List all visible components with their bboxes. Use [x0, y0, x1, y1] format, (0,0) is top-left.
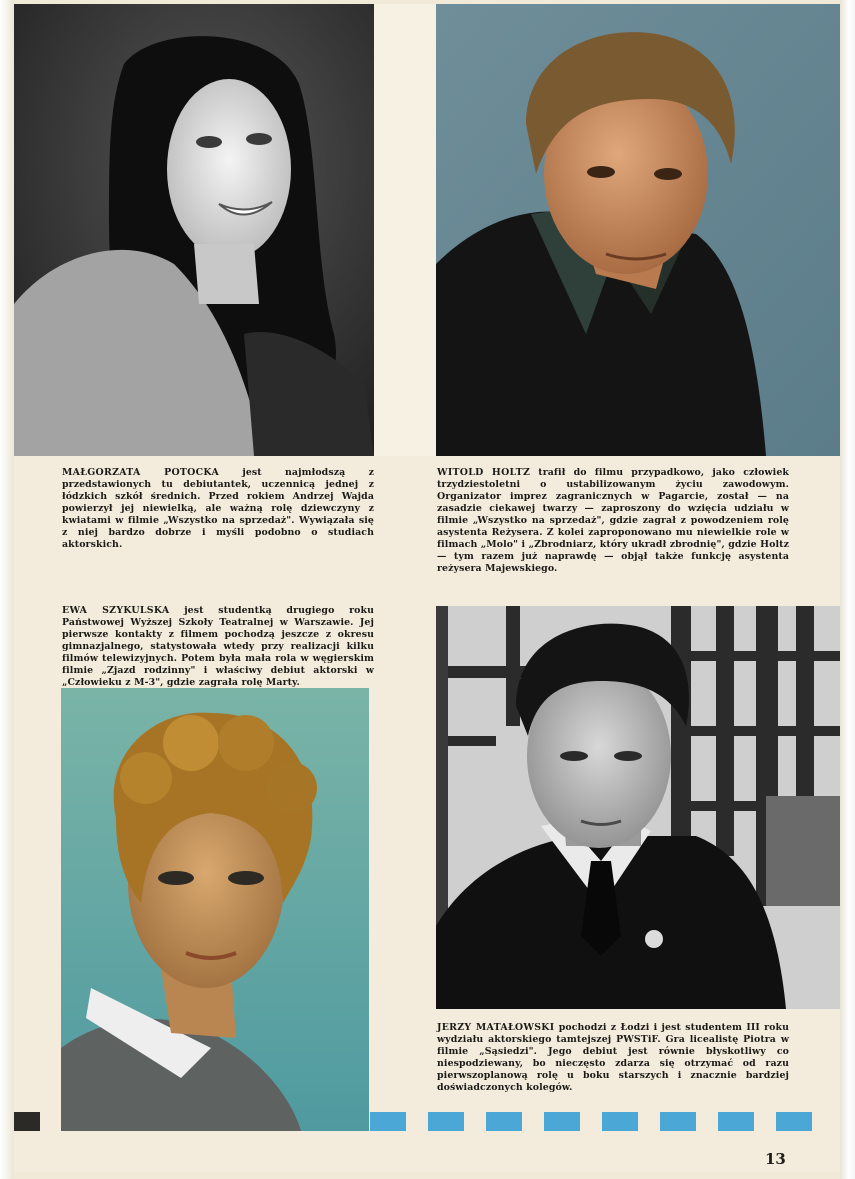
dash-mark [602, 1112, 638, 1131]
caption-matalowski-name: JERZY MATAŁOWSKI [437, 1022, 555, 1033]
dash-mark [660, 1112, 696, 1131]
page-left-edge [0, 0, 14, 1179]
caption-potocka [62, 467, 374, 551]
caption-potocka-name: MAŁGORZATA POTOCKA [62, 467, 220, 478]
portrait-photo-szykulska [61, 688, 369, 1131]
decorative-dash-strip [14, 1108, 840, 1136]
caption-szykulska-text: jest studentką drugiego roku Państwowej Wyższej Szkoły Teatralnej w Warszawie. Jej pierwsze kontakty z filmem pochodzą jeszcze z okresu gimnazjalnego, statystowała wtedy przy realizacji kilku filmów telewizyjnych. Potem była mała rola w węgierskim filmie „Zjazd rodzinny" i właściwy debiut aktorski w „Człowieku z M-3", gdzie zagrała rolę Marty. [62, 605, 374, 688]
dash-mark [14, 1112, 40, 1131]
dash-mark [486, 1112, 522, 1131]
dash-mark [370, 1112, 406, 1131]
caption-szykulska [62, 605, 374, 689]
caption-matalowski-text: pochodzi z Łodzi i jest studentem III roku wydziału aktorskiego tamtejszej PWSTiF. Gra licealistę Piotra w filmie „Sąsiedzi". Jego debiut jest równie błyskotliwy co niespodziewany, bo nieczęsto zdarza się otrzymać od razu pierwszoplanową rolę u boku starszych i znacznie bardziej doświadczonych kolegów. [437, 1022, 789, 1093]
dash-mark [544, 1112, 580, 1131]
caption-holtz-name: WITOLD HOLTZ [437, 467, 531, 478]
portrait-photo-holtz [436, 4, 841, 456]
portrait-photo-potocka [14, 4, 374, 456]
caption-holtz-text: trafił do filmu przypadkowo, jako człowiek trzydziestoletni o ustabilizowanym życiu zawodowym. Organizator imprez zagranicznych w Pagarcie, został — na zasadzie ciekawej twarzy — zaproszony do wzięcia udziału w filmie „Wszystko na sprzedaż", gdzie zagrał z powodzeniem rolę asystenta Reżysera. Z kolei zaproponowano mu niewielkie role w filmach „Molo" i „Zbrodniarz, który ukradł zbrodnię", gdzie Holtz — tym razem już naprawdę — objął także funkcję asystenta reżysera Majewskiego. [437, 467, 789, 574]
caption-matalowski [437, 1022, 789, 1094]
photo-gutter [374, 4, 436, 456]
page-number: 13 [765, 1150, 786, 1168]
portrait-photo-matalowski [436, 606, 841, 1009]
dash-mark [718, 1112, 754, 1131]
caption-potocka-text: jest najmłodszą z przedstawionych tu debiutantek, uczennicą jednej z łódzkich szkół średnich. Przed rokiem Andrzej Wajda powierzył jej niewielką, ale ważną rolę dziewczyny z kwiatami w filmie „Wszystko na sprzedaż". Wywiązała się z niej bardzo dobrze i myśli podobno o studiach aktorskich. [62, 467, 375, 550]
dash-mark [428, 1112, 464, 1131]
caption-holtz [437, 467, 789, 575]
caption-szykulska-name: EWA SZYKULSKA [62, 605, 170, 616]
dash-mark [776, 1112, 812, 1131]
page-right-edge [840, 0, 855, 1179]
